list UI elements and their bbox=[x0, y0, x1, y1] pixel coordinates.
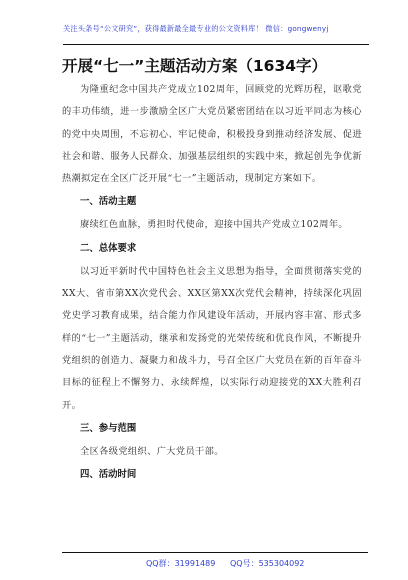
section-heading-scope: 三、参与范围 bbox=[80, 422, 137, 434]
section-heading-theme: 一、活动主题 bbox=[80, 196, 137, 208]
section-text-requirements: 以习近平新时代中国特色社会主义思想为指导，全面贯彻落实党的XX大、省市第XX次党代会、XX区第XX次党代会精神，持续深化巩固党史学习教育成果，结合能力作风建设年活动，开展内容丰富、形式多样的“七一”主题活动，继承和发扬党的光荣传统和优良作风，不断提升党组织的创造力、凝聚力和战斗力，号召全区广大党员在新的百年奋斗目标的征程上不懈努力、永续辉煌，以实际行动迎接党的XX大胜利召开。 bbox=[62, 265, 362, 411]
section-text-theme: 赓续红色血脉，勇担时代使命，迎接中国共产党成立102周年。 bbox=[80, 219, 349, 231]
header-text: 关注头条号“公文研究”，获得最新最全最专业的公文资料库！ 微信：gongwenyj bbox=[63, 24, 329, 33]
page-header bbox=[63, 14, 369, 45]
document-title: 开展“七一”主题活动方案（1634字） bbox=[62, 57, 328, 75]
footer-qq-group: QQ群：31991489 bbox=[146, 559, 216, 568]
section-heading-requirements: 二、总体要求 bbox=[80, 242, 137, 254]
intro-paragraph: 为隆重纪念中国共产党成立102周年，回顾党的光辉历程，讴歌党的丰功伟绩，进一步激励全区广大党员紧密团结在以习近平同志为核心的党中央周围，不忘初心、牢记使命，积极投身到推动经济发展、促进社会和谐、服务人民群众、加强基层组织的实践中来，掀起创先争优新热潮拟定在全区广泛开展“七一”主题活动，现制定方案如下。 bbox=[62, 84, 362, 185]
section-heading-time: 四、活动时间 bbox=[80, 469, 137, 481]
document-body bbox=[62, 53, 362, 487]
section-text-scope: 全区各级党组织、广大党员干部。 bbox=[80, 445, 224, 457]
page-footer bbox=[62, 552, 368, 575]
footer-qq-number: QQ号：535304092 bbox=[230, 559, 305, 568]
